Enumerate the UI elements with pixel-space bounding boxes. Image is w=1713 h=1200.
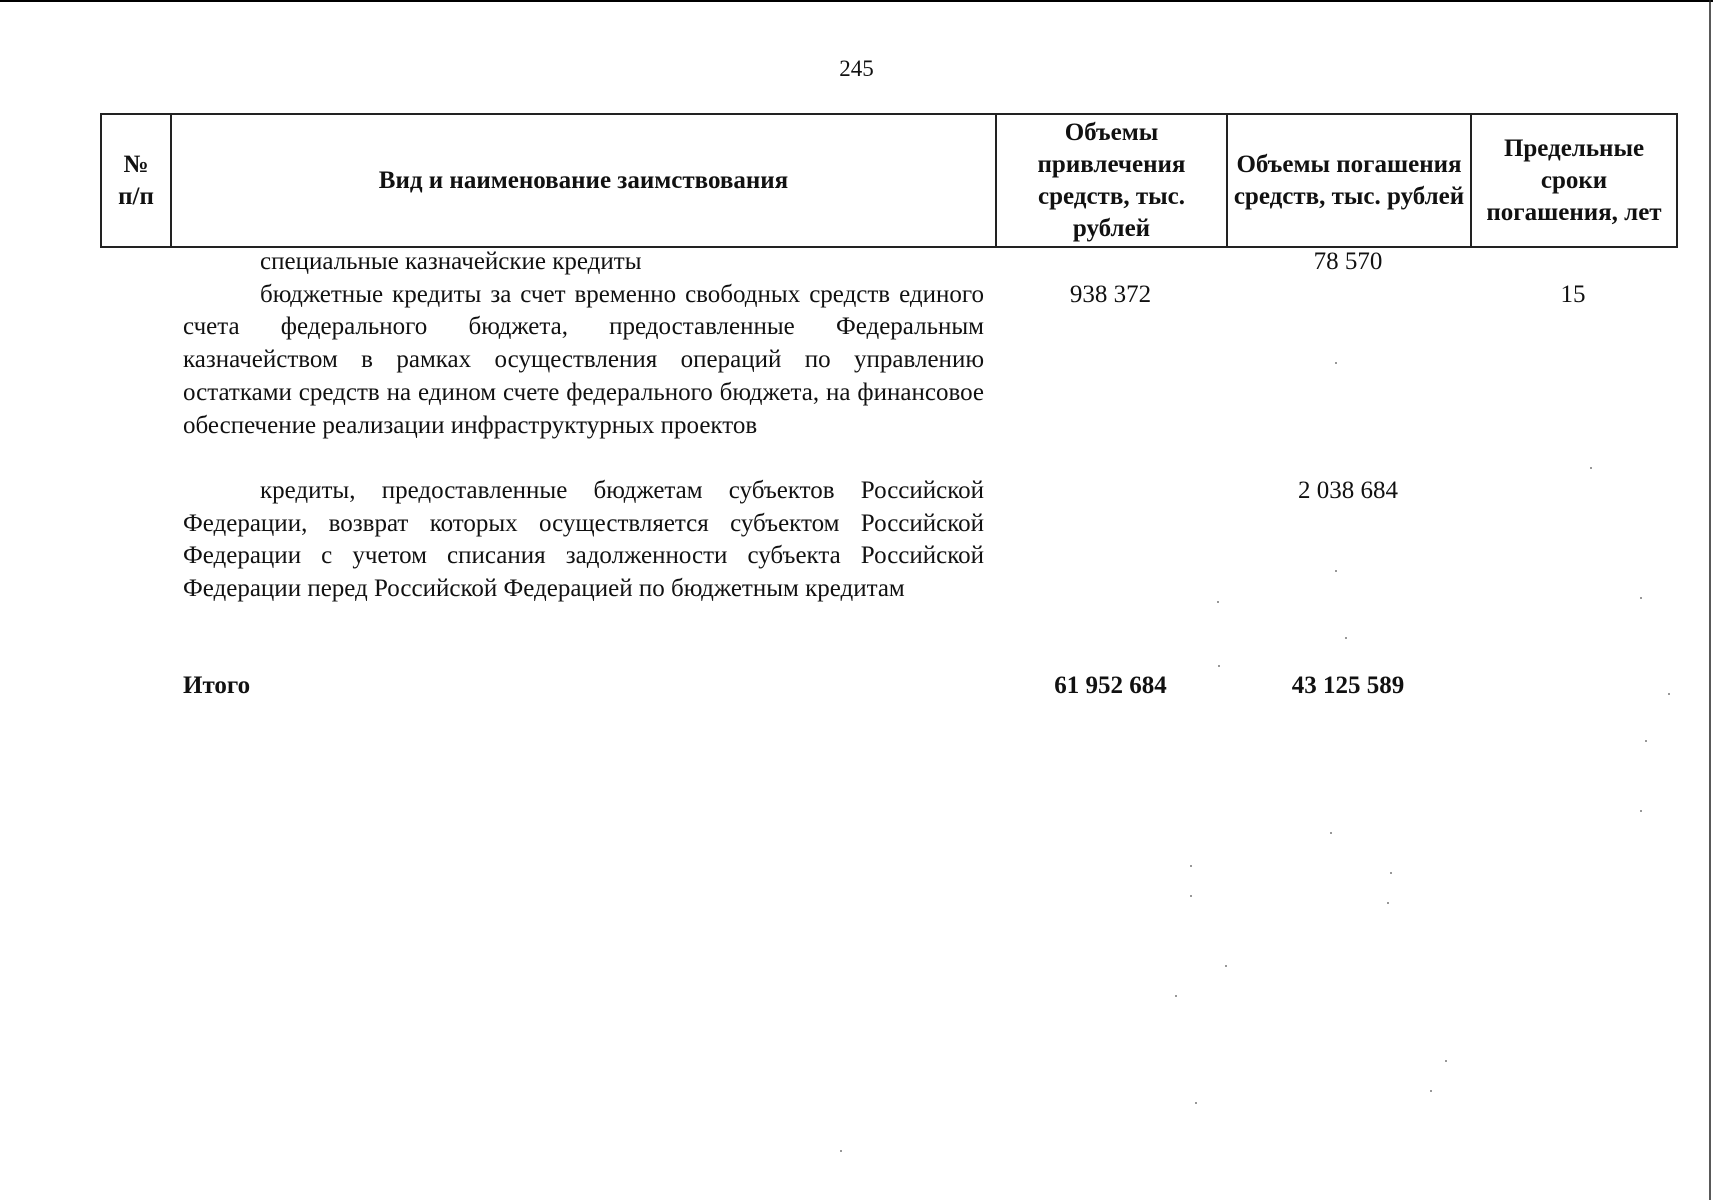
scan-speck bbox=[1445, 1060, 1447, 1062]
scan-speck bbox=[1387, 902, 1389, 904]
total-repayment: 43 125 589 bbox=[1291, 672, 1405, 699]
header-num: № п/п bbox=[101, 114, 171, 247]
row-attraction: 938 372 bbox=[1069, 280, 1152, 308]
scan-edge-right bbox=[1709, 0, 1711, 1200]
row-term: 15 bbox=[1560, 280, 1586, 308]
scan-speck bbox=[1330, 832, 1332, 834]
scan-speck bbox=[1218, 665, 1220, 667]
scan-speck bbox=[1335, 362, 1337, 364]
header-name: Вид и наименование заимствования bbox=[171, 114, 996, 247]
scan-speck bbox=[1190, 865, 1192, 867]
scan-speck bbox=[1217, 601, 1219, 603]
header-term: Предельные сроки погашения, лет bbox=[1471, 114, 1677, 247]
table-header bbox=[100, 113, 1678, 248]
row-repayment: 2 038 684 bbox=[1298, 477, 1398, 504]
scan-edge-top bbox=[0, 0, 1713, 2]
scan-speck bbox=[1190, 895, 1192, 897]
scan-speck bbox=[1640, 597, 1642, 599]
row-description: бюджетные кредиты за счет временно свободных средств единого счета федерального бюджета, предоставленные Федеральным казначейством в рамках осуществления операций по управлению остатками средств на едином счете федерального бюджета, на финансовое обеспечение реализации инфраструктурных проектов bbox=[183, 280, 984, 439]
page-number: 245 bbox=[839, 56, 874, 81]
scan-speck bbox=[1195, 1102, 1197, 1104]
scan-speck bbox=[1345, 637, 1347, 639]
scan-speck bbox=[1225, 965, 1227, 967]
scan-speck bbox=[1645, 740, 1647, 742]
header-repayment: Объемы погашения средств, тыс. рублей bbox=[1227, 114, 1471, 247]
scan-speck bbox=[1668, 693, 1670, 695]
header-row bbox=[101, 114, 1677, 247]
scan-speck bbox=[1590, 467, 1592, 469]
header-attraction: Объемы привлечения средств, тыс. рублей bbox=[996, 114, 1227, 247]
row-repayment: 78 570 bbox=[1313, 248, 1383, 275]
row-description: специальные казначейские кредиты bbox=[260, 248, 642, 275]
scan-speck bbox=[1390, 872, 1392, 874]
scan-speck bbox=[1175, 995, 1177, 997]
row-description: кредиты, предоставленные бюджетам субъектов Российской Федерации, возврат которых осуществляется субъектом Российской Федерации с учетом списания задолженности субъекта Российской Федерации перед Российской Федерацией по бюджетным кредитам bbox=[183, 477, 984, 603]
scan-speck bbox=[840, 1150, 842, 1152]
total-label: Итого bbox=[183, 672, 251, 699]
scan-speck bbox=[1430, 1090, 1432, 1092]
scan-speck bbox=[1640, 810, 1642, 812]
scan-speck bbox=[1335, 570, 1337, 572]
total-attraction: 61 952 684 bbox=[1054, 672, 1167, 699]
